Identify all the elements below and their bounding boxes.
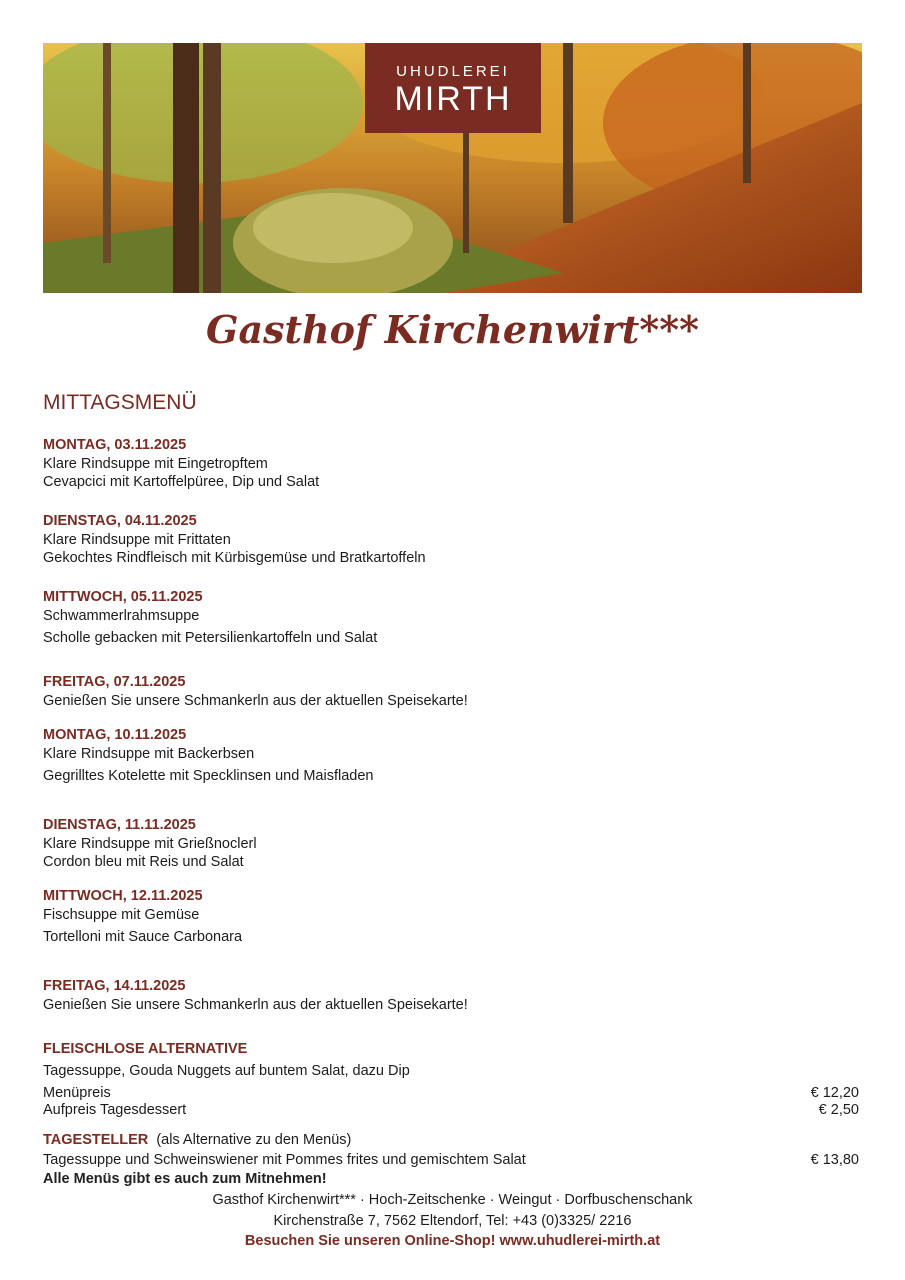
menu-day: [43, 976, 859, 1014]
dish: Schwammerlrahmsuppe: [43, 608, 200, 624]
dish: Genießen Sie unsere Schmankerln aus der aktuellen Speisekarte!: [43, 693, 468, 709]
menu-price-row: [43, 1084, 859, 1102]
page-headline: Gasthof Kirchenwirt***: [206, 307, 699, 352]
dish: Klare Rindsuppe mit Eingetropftem: [43, 456, 268, 472]
menu-day: [43, 672, 859, 710]
dish: Cordon bleu mit Reis und Salat: [43, 854, 244, 870]
dish: Gegrilltes Kotelette mit Specklinsen und Maisfladen: [43, 768, 374, 784]
menu-day: [43, 511, 859, 567]
tagesteller-price: € 13,80: [810, 1152, 859, 1168]
takeaway-note: Alle Menüs gibt es auch zum Mitnehmen!: [43, 1171, 327, 1187]
tagesteller-row: [43, 1151, 859, 1169]
footer-line1: Gasthof Kirchenwirt*** · Hoch-Zeitschenke · Weingut · Dorfbuschenschank: [212, 1192, 693, 1208]
menu-title: MITTAGSMENÜ: [43, 391, 197, 414]
day-heading: MONTAG, 03.11.2025: [43, 437, 187, 453]
menu-day: [43, 435, 859, 491]
tagesteller-dish: Tagessuppe und Schweinswiener mit Pommes frites und gemischtem Salat: [43, 1152, 526, 1168]
dish: Fischsuppe mit Gemüse: [43, 907, 200, 923]
menu-price: € 12,20: [810, 1085, 859, 1101]
menu-day: [43, 886, 859, 946]
dish: Klare Rindsuppe mit Grießnoclerl: [43, 836, 257, 852]
tagesteller-heading-row: [43, 1130, 351, 1150]
dish: Tortelloni mit Sauce Carbonara: [43, 929, 243, 945]
dish: Cevapcici mit Kartoffelpüree, Dip und Salat: [43, 474, 320, 490]
dish: Klare Rindsuppe mit Backerbsen: [43, 746, 255, 762]
day-heading: DIENSTAG, 11.11.2025: [43, 817, 196, 833]
tagesteller-note: (als Alternative zu den Menüs): [156, 1132, 352, 1148]
menu-day: [43, 815, 859, 871]
day-heading: MONTAG, 10.11.2025: [43, 727, 187, 743]
day-heading: DIENSTAG, 04.11.2025: [43, 513, 197, 529]
logo-line2: MIRTH: [394, 80, 512, 118]
dish: Scholle gebacken mit Petersilienkartoffeln und Salat: [43, 630, 378, 646]
footer-shop-link[interactable]: Besuchen Sie unseren Online-Shop! www.uhudlerei-mirth.at: [244, 1233, 661, 1249]
alternative-dish: Tagessuppe, Gouda Nuggets auf buntem Salat, dazu Dip: [43, 1063, 410, 1079]
brand-logo: [365, 43, 541, 133]
alternative-heading: FLEISCHLOSE ALTERNATIVE: [43, 1041, 248, 1057]
day-heading: MITTWOCH, 12.11.2025: [43, 888, 203, 904]
footer-address: Kirchenstraße 7, 7562 Eltendorf, Tel: +43 (0)3325/ 2216: [273, 1213, 632, 1229]
day-heading: FREITAG, 14.11.2025: [43, 978, 186, 994]
dish: Genießen Sie unsere Schmankerln aus der aktuellen Speisekarte!: [43, 997, 468, 1013]
menu-day: [43, 587, 859, 647]
dessert-price-label: Aufpreis Tagesdessert: [43, 1102, 187, 1118]
dessert-price: € 2,50: [818, 1102, 859, 1118]
logo-line1: UHUDLEREI: [396, 63, 510, 80]
menu-price-label: Menüpreis: [43, 1085, 111, 1101]
tagesteller-heading: TAGESTELLER: [43, 1132, 149, 1148]
day-heading: MITTWOCH, 05.11.2025: [43, 589, 203, 605]
day-heading: FREITAG, 07.11.2025: [43, 674, 186, 690]
dessert-price-row: [43, 1101, 859, 1119]
dish: Klare Rindsuppe mit Frittaten: [43, 532, 231, 548]
menu-day: [43, 725, 859, 785]
dish: Gekochtes Rindfleisch mit Kürbisgemüse und Bratkartoffeln: [43, 550, 426, 566]
